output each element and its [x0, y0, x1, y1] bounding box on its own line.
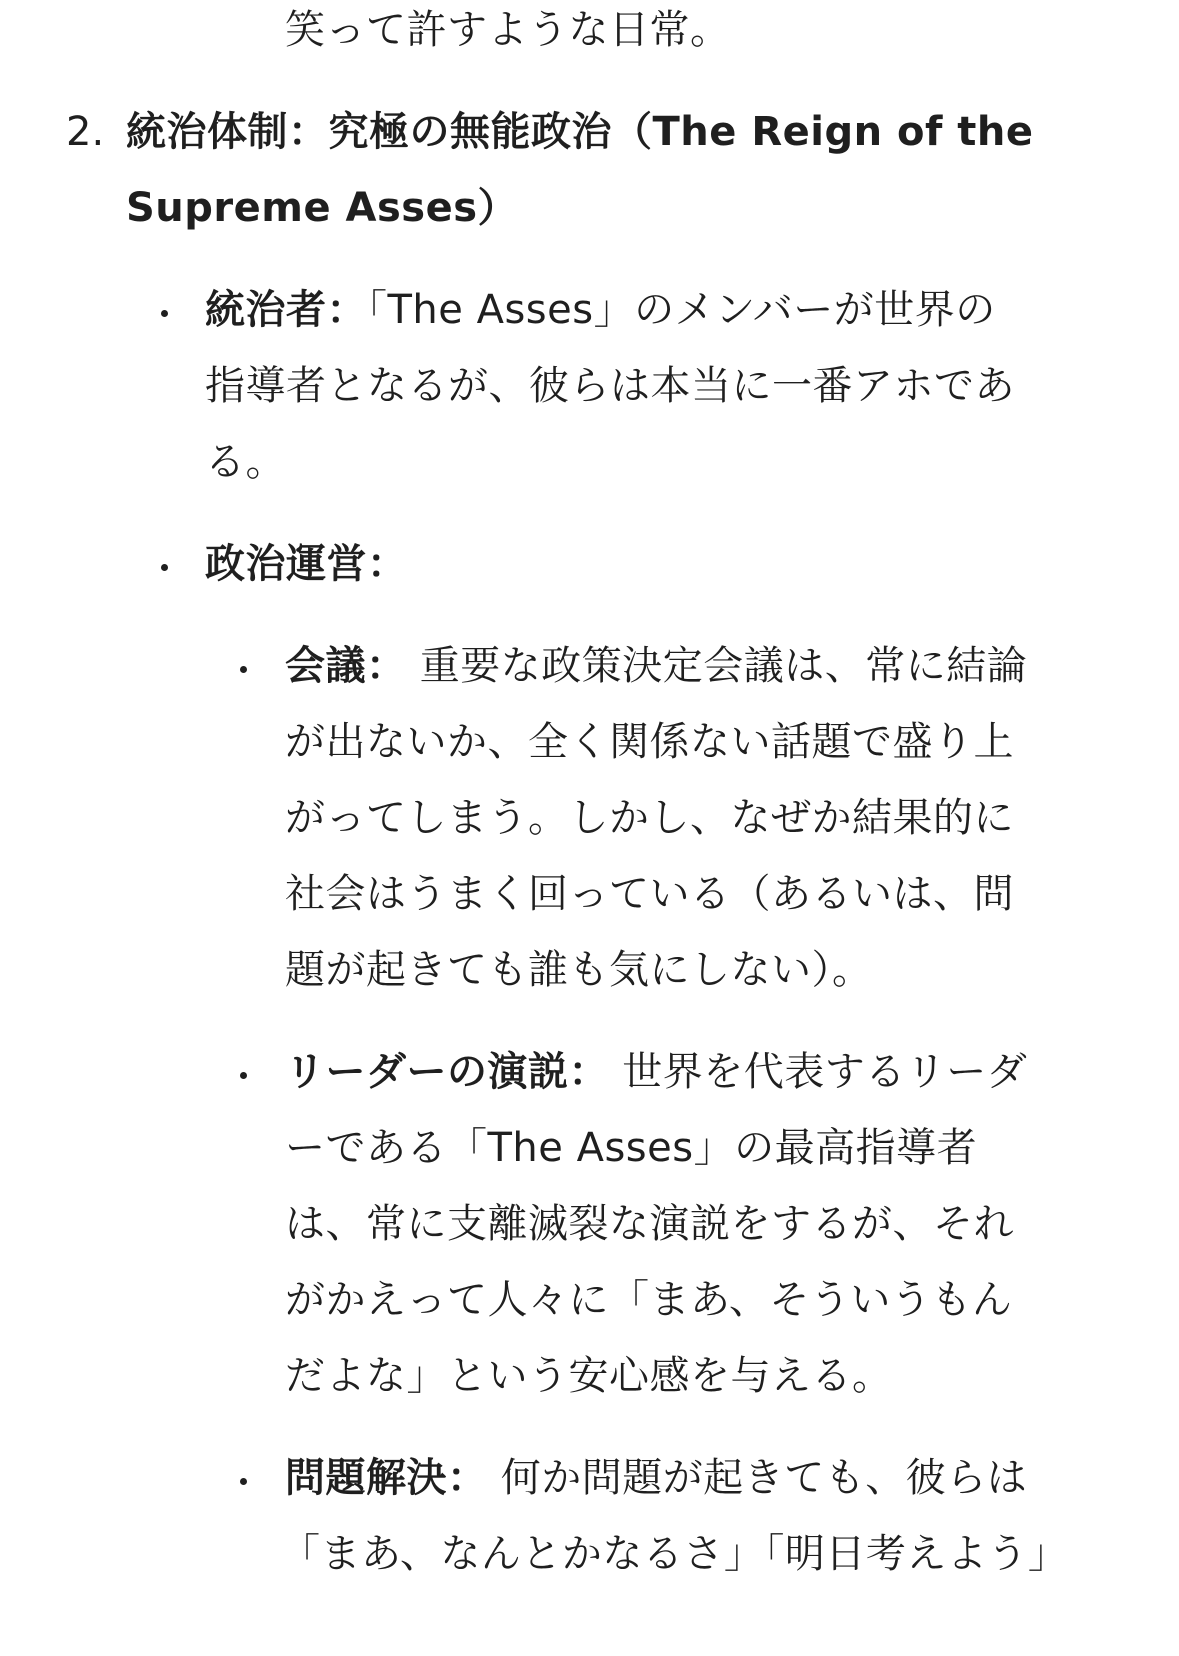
bullet-icon: [240, 666, 247, 673]
item-text: ーである「The Asses」の最高指導者: [285, 1125, 978, 1171]
item-text: が出ないか、全く関係ない話題で盛り上: [285, 719, 1014, 765]
sub-list-item: [285, 1044, 1027, 1100]
item-label: リーダーの演説：: [285, 1049, 609, 1095]
item-text: 「The Asses」のメンバーが世界の: [367, 287, 996, 333]
item-text: る。: [205, 439, 286, 485]
item-label: 政治運営：: [205, 541, 408, 587]
bullet-icon: [161, 310, 168, 317]
sub-list-item: [285, 1450, 1027, 1506]
section-heading-line: 統治体制：究極の無能政治（The Reign of the: [126, 109, 1034, 155]
section-heading: [126, 180, 518, 236]
list-number: 2.: [66, 109, 105, 155]
item-text: 何か問題が起きても、彼らは: [500, 1455, 1028, 1501]
item-label: 会議：: [285, 643, 407, 689]
bullet-icon: [240, 1478, 247, 1485]
bullet-icon: [240, 1072, 247, 1079]
item-text: 世界を代表するリーダ: [622, 1049, 1028, 1095]
list-item-text: 笑って許すような日常。: [285, 7, 731, 53]
item-label: 統治者：: [205, 287, 367, 333]
item-text: は、常に支離滅裂な演説をするが、それ: [285, 1201, 1014, 1247]
list-item: [205, 536, 408, 592]
item-text: がかえって人々に「まあ、そういうもん: [285, 1277, 1013, 1323]
bullet-icon: [161, 564, 168, 571]
section-heading-line: Supreme Asses）: [126, 185, 519, 231]
item-text: 題が起きても誰も気にしない）。: [285, 947, 873, 993]
item-text: がってしまう。しかし、なぜか結果的に: [285, 795, 1014, 841]
item-text: 「まあ、なんとかなるさ」「明日考えよう」: [280, 1531, 1069, 1577]
item-text: 指導者となるが、彼らは本当に一番アホであ: [205, 363, 1015, 409]
item-text: 重要な政策決定会議は、常に結論: [419, 643, 1028, 689]
section-heading: [126, 104, 1034, 160]
item-text: 社会はうまく回っている（あるいは、問: [285, 871, 1014, 917]
item-text: だよな」という安心感を与える。: [285, 1353, 893, 1399]
sub-list-item: [285, 638, 1027, 694]
list-item: [205, 282, 996, 338]
item-label: 問題解決：: [285, 1455, 488, 1501]
